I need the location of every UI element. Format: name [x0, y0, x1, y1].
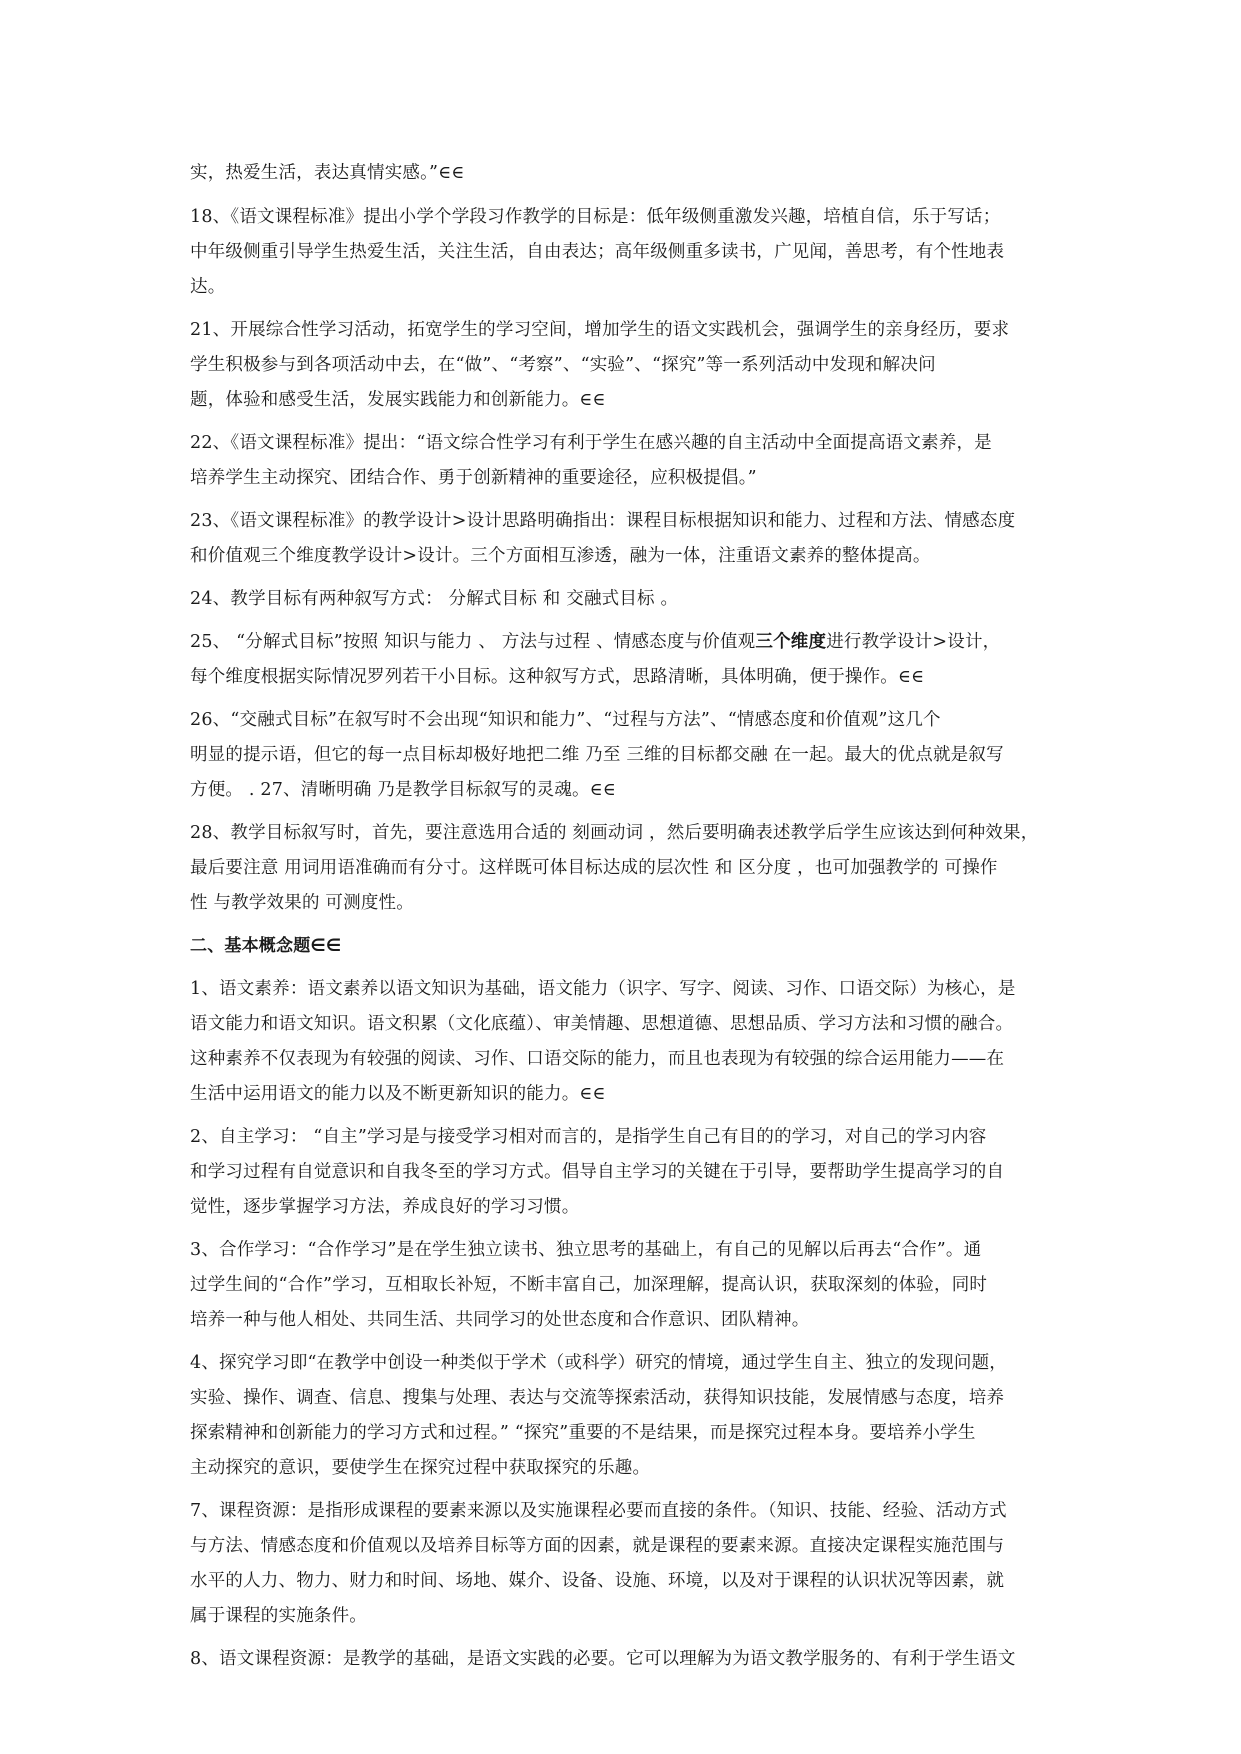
text-line: 题，体验和感受生活，发展实践能力和创新能力。∈∈	[190, 390, 606, 410]
text-line: 语文能力和语文知识。语文积累（文化底蕴）、审美情趣、思想道德、思想品质、学习方法和习惯的融合。	[190, 1014, 1014, 1034]
text-line: 实，热爱生活，表达真情实感。”∈∈	[190, 163, 465, 183]
text-line: 中年级侧重引导学生热爱生活，关注生活，自由表达；高年级侧重多读书，广见闻，善思考，有个性地表	[190, 242, 1005, 262]
text-line: 主动探究的意识，要使学生在探究过程中获取探究的乐趣。	[190, 1458, 651, 1478]
text-line: 28、教学目标叙写时，首先，要注意选用合适的 刻画动词 ，然后要明确表述教学后学生应该达到何种效果，	[190, 823, 1039, 843]
text-line: 这种素养不仅表现为有较强的阅读、习作、口语交际的能力，而且也表现为有较强的综合运用能力——在	[190, 1049, 1005, 1069]
text-line: 18、《语文课程标准》提出小学个学段习作教学的目标是：低年级侧重激发兴趣，培植自信，乐于写话；	[190, 207, 1001, 227]
text-line: 24、教学目标有两种叙写方式： 分解式目标 和 交融式目标 。	[190, 589, 679, 609]
bold-text: 三个维度	[755, 632, 827, 652]
text-line: 8、语文课程资源：是教学的基础，是语文实践的必要。它可以理解为为语文教学服务的、有利于学生语文	[190, 1649, 1016, 1669]
text-line: 26、“交融式目标”在叙写时不会出现“知识和能力”、“过程与方法”、“情感态度和价值观”这几个	[190, 710, 941, 730]
text-line: 3、合作学习：“合作学习”是在学生独立读书、独立思考的基础上，有自己的见解以后再去“合作”。通	[190, 1240, 982, 1260]
text-line: 22、《语文课程标准》提出：“语文综合性学习有利于学生在感兴趣的自主活动中全面提高语文素养，是	[190, 433, 992, 453]
text-line: 最后要注意 用词用语准确而有分寸。这样既可体目标达成的层次性 和 区分度 ，也可加强教学的 可操作	[190, 858, 998, 878]
text-line: 觉性，逐步掌握学习方法，养成良好的学习习惯。	[190, 1197, 580, 1217]
text-run: 进行教学设计>设计，	[826, 632, 1001, 652]
text-line: 与方法、情感态度和价值观以及培养目标等方面的因素，就是课程的要素来源。直接决定课程实施范围与	[190, 1536, 1005, 1556]
text-line: 1、语文素养：语文素养以语文知识为基础，语文能力（识字、写字、阅读、习作、口语交际）为核心，是	[190, 979, 1016, 999]
text-line: 23、《语文课程标准》的教学设计>设计思路明确指出：课程目标根据知识和能力、过程和方法、情感态度	[190, 511, 1016, 531]
text-line: 水平的人力、物力、财力和时间、场地、媒介、设备、设施、环境，以及对于课程的认识状况等因素，就	[190, 1571, 1005, 1591]
text-line: 达。	[190, 277, 226, 297]
text-line: 2、自主学习： “自主”学习是与接受学习相对而言的，是指学生自己有目的的学习，对自己的学习内容	[190, 1127, 987, 1147]
text-run: 25、 “分解式目标”按照 知识与能力 、 方法与过程 、情感态度与价值观	[190, 632, 756, 652]
text-line: 和学习过程有自觉意识和自我冬至的学习方式。倡导自主学习的关键在于引导，要帮助学生提高学习的自	[190, 1162, 1005, 1182]
text-line: 明显的提示语，但它的每一点目标却极好地把二维 乃至 三维的目标都交融 在一起。最大的优点就是叙写	[190, 745, 1004, 765]
text-line: 性 与教学效果的 可测度性。	[190, 893, 414, 913]
section-heading: 二、基本概念题∈∈	[190, 936, 342, 956]
text-line: 生活中运用语文的能力以及不断更新知识的能力。∈∈	[190, 1084, 606, 1104]
text-line: 21、开展综合性学习活动，拓宽学生的学习空间，增加学生的语文实践机会，强调学生的亲身经历，要求	[190, 320, 1010, 340]
text-line: 探索精神和创新能力的学习方式和过程。” “探究”重要的不是结果，而是探究过程本身。要培养小学生	[190, 1423, 976, 1443]
text-line: 学生积极参与到各项活动中去，在“做”、“考察”、“实验”、“探究”等一系列活动中发现和解决问	[190, 355, 936, 375]
text-line: 属于课程的实施条件。	[190, 1606, 367, 1626]
text-line: 过学生间的“合作”学习，互相取长补短，不断丰富自己，加深理解，提高认识，获取深刻的体验，同时	[190, 1275, 988, 1295]
text-line: 4、探究学习即“在教学中创设一种类似于学术（或科学）研究的情境，通过学生自主、独立的发现问题，	[190, 1353, 1007, 1373]
text-line: 7、课程资源：是指形成课程的要素来源以及实施课程必要而直接的条件。（知识、技能、经验、活动方式	[190, 1501, 1007, 1521]
text-line	[190, 625, 1060, 659]
text-line: 方便。 . 27、清晰明确 乃是教学目标叙写的灵魂。∈∈	[190, 780, 617, 800]
text-line: 培养学生主动探究、团结合作、勇于创新精神的重要途径，应积极提倡。”	[190, 468, 757, 488]
text-line: 实验、操作、调查、信息、搜集与处理、表达与交流等探索活动，获得知识技能，发展情感与态度，培养	[190, 1388, 1005, 1408]
text-line: 培养一种与他人相处、共同生活、共同学习的处世态度和合作意识、团队精神。	[190, 1310, 810, 1330]
text-line: 每个维度根据实际情况罗列若干小目标。这种叙写方式，思路清晰，具体明确，便于操作。∈∈	[190, 667, 925, 687]
text-line: 和价值观三个维度教学设计>设计。三个方面相互渗透，融为一体，注重语文素养的整体提高。	[190, 546, 931, 566]
